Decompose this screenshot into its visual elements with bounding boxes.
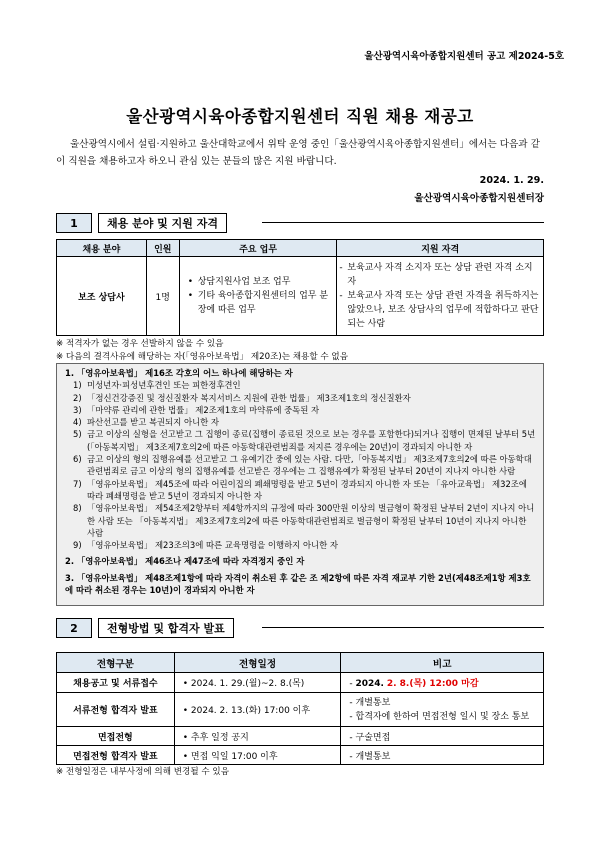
- disq-list: [65, 379, 537, 551]
- table-row: [57, 673, 544, 693]
- cell-stage: 면접전형 합격자 발표: [57, 746, 175, 765]
- schedule-table: [56, 652, 544, 765]
- table-row: [57, 727, 544, 746]
- list-item: 5) 금고 이상의 실형을 선고받고 그 집행이 종료(집행이 종료된 것으로 보는 경우를 포함한다)되거나 집행이 면제된 날부터 5년(「아동복지법」 제3조제7호의2에 따른 아동학대관련범죄를 저지른 경우에는 20년)이 경과되지 아니한 자: [73, 429, 536, 452]
- qualification-item: - 보육교사 자격 소지자 또는 상담 관련 자격 소지자: [337, 261, 543, 289]
- cell-count: 1명: [146, 257, 179, 336]
- disq-heading-2: 2. 「영유아보육법」 제46조나 제47조에 따라 자격정지 중인 자: [65, 556, 305, 567]
- cell-schedule: • 면접 익일 17:00 이후: [174, 746, 341, 765]
- cell-stage: 면접전형: [57, 727, 175, 746]
- table-header-row: [57, 653, 544, 673]
- list-item: 9) 「영유아보육법」 제23조의3에 따른 교육명령을 이행하지 아니한 자: [73, 540, 338, 551]
- col-header-stage: 전형구분: [57, 653, 175, 673]
- recruitment-table: [56, 239, 544, 336]
- table-header-row: [57, 240, 544, 257]
- cell-remarks: - 2024. 2. 8.(목) 12:00 마감: [341, 673, 544, 693]
- note-qualified: ※ 적격자가 없는 경우 선발하지 않을 수 있음: [56, 339, 224, 349]
- deadline-highlight: 2. 8.(목) 12:00 마감: [386, 679, 479, 689]
- list-item: 3) 「마약류 관리에 관한 법률」 제2조제1호의 마약류에 중독된 자: [73, 404, 320, 415]
- cell-field: 보조 상담사: [57, 257, 147, 336]
- cell-remarks: - 개별통보: [341, 746, 544, 765]
- section2-header: [56, 617, 234, 639]
- cell-duties: [179, 257, 337, 336]
- list-item: 1) 미성년자·피성년후견인 또는 피한정후견인: [73, 380, 241, 391]
- list-item: 4) 파산선고를 받고 복권되지 아니한 자: [73, 417, 220, 428]
- col-header-count: 인원: [146, 240, 179, 257]
- col-header-schedule: 전형일정: [174, 653, 341, 673]
- signer: 울산광역시육아종합지원센터장: [414, 193, 544, 204]
- section1-number: 1: [56, 213, 92, 233]
- intro-paragraph: 울산광역시에서 설립·지원하고 울산대학교에서 위탁 운영 중인「울산광역시육아종합지원센터」에서는 다음과 같이 직원을 채용하고자 하오니 관심 있는 분들의 많은 지원 바랍니다.: [56, 139, 540, 167]
- cell-schedule: • 추후 일정 공지: [174, 727, 341, 746]
- col-header-qualifications: 지원 자격: [337, 240, 544, 257]
- col-header-field: 채용 분야: [57, 240, 147, 257]
- cell-stage: 채용공고 및 서류접수: [57, 673, 175, 693]
- cell-schedule: • 2024. 1. 29.(월)~2. 8.(목): [174, 673, 341, 693]
- page-title: 울산광역시육아종합지원센터 직원 채용 재공고: [126, 107, 474, 126]
- section1-title: 채용 분야 및 지원 자격: [98, 213, 227, 233]
- notice-date: 2024. 1. 29.: [479, 175, 544, 186]
- disq-heading-1: 1. 「영유아보육법」 제16조 각호의 어느 하나에 해당하는 자: [65, 368, 293, 378]
- duty-item: • 기타 육아종합지원센터의 업무 분장에 따른 업무: [188, 289, 337, 317]
- section2-number: 2: [56, 618, 92, 638]
- list-item: 7) 「영유아보육법」 제45조에 따라 어린이집의 폐쇄명령을 받고 5년이 경과되지 아니한 자 또는 「유아교육법」 제32조에 따라 폐쇄명령을 받고 5년이 경과되지 아니한 자: [73, 478, 527, 501]
- section1-rule: [262, 222, 544, 223]
- table-row: [57, 693, 544, 727]
- notice-number: 울산광역시육아종합지원센터 공고 제2024-5호: [364, 51, 564, 62]
- cell-schedule: • 2024. 2. 13.(화) 17:00 이후: [174, 693, 341, 727]
- cell-qualifications: [337, 257, 544, 336]
- cell-remarks: - 구술면접: [341, 727, 544, 746]
- section2-rule: [262, 627, 544, 628]
- section2-title: 전형방법 및 합격자 발표: [98, 618, 234, 638]
- table-row: [57, 257, 544, 336]
- disq-heading-3: 3. 「영유아보육법」 제48조제1항에 따라 자격이 취소된 후 같은 조 제2항에 따른 자격 재교부 기한 2년(제48조제1항 제3호에 따라 취소된 경우는 10년)이 경과되지 아니한 자: [65, 572, 531, 596]
- list-item: 6) 금고 이상의 형의 집행유예를 선고받고 그 유예기간 중에 있는 사람. 다만,「아동복지법」 제3조제7호의2에 따른 아동학대관련범죄로 금고 이상의 형의 집행유예를 선고받은 경우에는 그 집행유예가 확정된 날부터 20년이 지나지 아니한 사람: [73, 454, 532, 477]
- list-item: 2) 「정신건강증진 및 정신질환자 복지서비스 지원에 관한 법률」 제3조제1호의 정신질환자: [73, 392, 411, 403]
- cell-remarks: - 개별통보 - 합격자에 한하여 면접전형 일시 및 장소 통보: [341, 693, 544, 727]
- list-item: 8) 「영유아보육법」 제54조제2항부터 제4항까지의 규정에 따라 300만원 이상의 벌금형이 확정된 날부터 2년이 지나지 아니한 사람 또는 「아동복지법」 제3조제7호의2에 따른 아동학대관련범죄로 벌금형이 확정된 날부터 10년이 지나지 아니한 사람: [73, 503, 535, 538]
- section1-header: [56, 212, 227, 234]
- col-header-remarks: 비고: [341, 653, 544, 673]
- qualification-item: - 보육교사 자격 또는 상담 관련 자격을 취득하지는 않았으나, 보조 상담사의 업무에 적합하다고 판단되는 사람: [337, 289, 543, 331]
- note-disqualification: ※ 다음의 결격사유에 해당하는 자(「영유아보육법」 제20조)는 채용할 수 없음: [56, 352, 349, 362]
- col-header-duties: 주요 업무: [179, 240, 337, 257]
- duty-item: • 상담지원사업 보조 업무: [188, 275, 337, 289]
- disqualification-box: [56, 363, 544, 606]
- schedule-note: ※ 전형일정은 내부사정에 의해 변경될 수 있음: [56, 767, 230, 777]
- table-row: [57, 746, 544, 765]
- cell-stage: 서류전형 합격자 발표: [57, 693, 175, 727]
